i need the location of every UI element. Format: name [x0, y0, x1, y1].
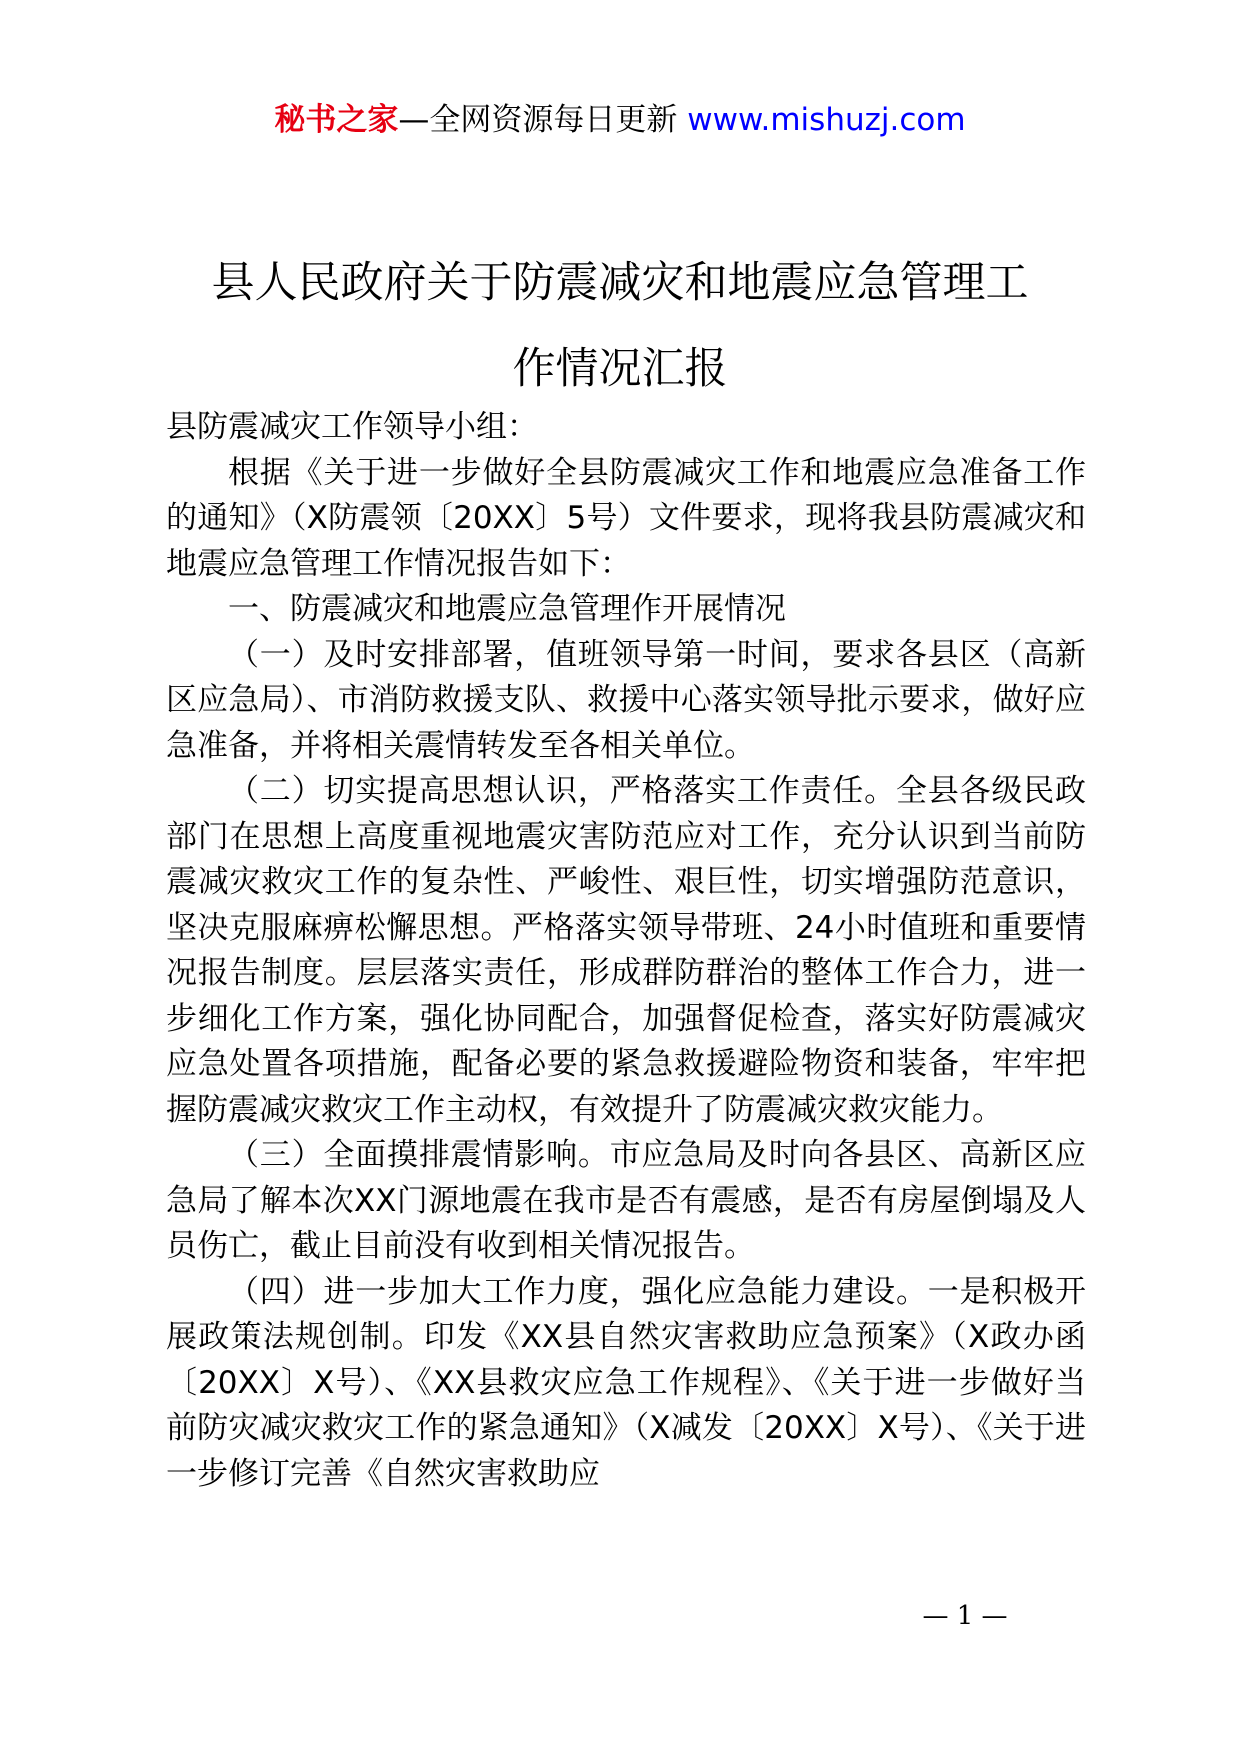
paragraph-item-2: （二）切实提高思想认识，严格落实工作责任。全县各级民政部门在思想上高度重视地震灾害防范应对工作，充分认识到当前防震减灾救灾工作的复杂性、严峻性、艰巨性，切实增强防范意识，坚决克服麻痹松懈思想。严格落实领导带班、24小时值班和重要情况报告制度。层层落实责任，形成群防群治的整体工作合力，进一步细化工作方案，强化协同配合，加强督促检查，落实好防震减灾应急处置各项措施，配备必要的紧急救援避险物资和装备，牢牢把握防震减灾救灾工作主动权，有效提升了防震减灾救灾能力。 — [166, 773, 1086, 1128]
paragraph-item-3: （三）全面摸排震情影响。市应急局及时向各县区、高新区应急局了解本次XX门源地震在我市是否有震感，是否有房屋倒塌及人员伤亡，截止目前没有收到相关情况报告。 — [166, 1137, 1086, 1264]
section-heading-1: 一、防震减灾和地震应急管理作开展情况 — [228, 591, 786, 627]
paragraph-item-1: （一）及时安排部署，值班领导第一时间，要求各县区（高新区应急局）、市消防救援支队、救援中心落实领导批示要求，做好应急准备，并将相关震情转发至各相关单位。 — [166, 636, 1086, 764]
header-url[interactable]: www.mishuzj.com — [687, 102, 966, 138]
header-slogan: —全网资源每日更新 — [398, 102, 678, 138]
document-body — [166, 405, 1086, 1497]
title-line-2: 作情况汇报 — [512, 344, 728, 394]
salutation: 县防震减灾工作领导小组： — [166, 409, 538, 445]
paragraph-item-4: （四）进一步加大工作力度，强化应急能力建设。一是积极开展政策法规创制。印发《XX县自然灾害救助应急预案》（X政办函〔20XX〕X号）、《XX县救灾应急工作规程》、《关于进一步做好当前防灾减灾救灾工作的紧急通知》（X减发〔20XX〕X号）、《关于进一步修订完善《自然灾害救助应 — [166, 1273, 1086, 1492]
header-brand: 秘书之家 — [274, 102, 399, 138]
site-header — [0, 98, 1240, 142]
title-line-1: 县人民政府关于防震减灾和地震应急管理工 — [211, 258, 1029, 308]
document-title — [160, 240, 1080, 412]
page-number: — 1 — — [922, 1601, 1008, 1631]
paragraph-intro: 根据《关于进一步做好全县防震减灾工作和地震应急准备工作的通知》（X防震领〔20XX〕5号）文件要求，现将我县防震减灾和地震应急管理工作情况报告如下： — [166, 454, 1086, 582]
